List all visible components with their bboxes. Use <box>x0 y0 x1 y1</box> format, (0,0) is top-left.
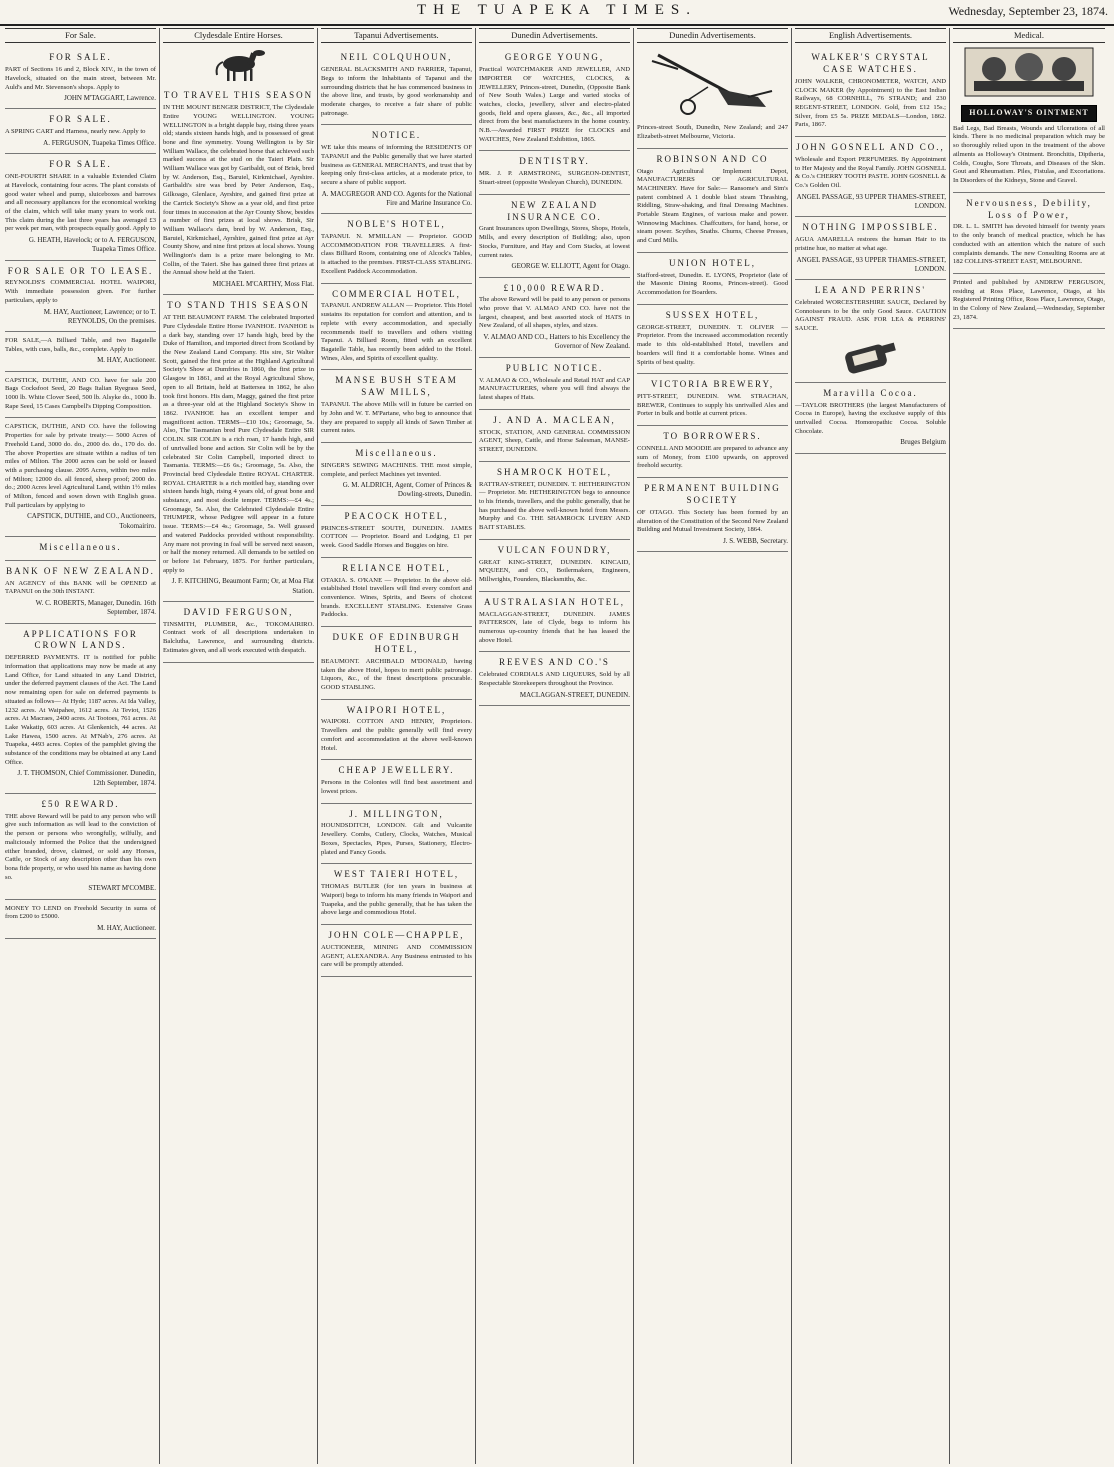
advertisement-body: Otago Agricultural Implement Depot, MANUFACTURERS OF AGRICULTURAL MACHINERY. Have for Sale:— Ransome's and Sim's patent combined A 1 double blast steam Thrashing, Riddling, Straw-shaking, and final Dressing Machines. Portable Steam Engines, of various make and power. Winnowing Machines. Chaffcutters, for hand, horse, or steam power. Scythes, Snaths. Churns, Cheese Presses, and Curd Mills. <box>637 167 788 245</box>
advertisement <box>479 592 630 653</box>
advertisement-body: OTAKIA. S. O'KANE — Proprietor. In the above old-established Hotel travellers will find every comfort and convenience. Wines, Spirits, and Beers of choicest brands. EXCELLENT STABLING. Extensive Grass Paddocks. <box>321 576 472 619</box>
advertisement-title: £50 REWARD. <box>41 798 120 809</box>
column-heading: For Sale. <box>5 28 156 43</box>
advertisement-body: Wholesale and Export PERFUMERS. By Appointment to Her Majesty and the Royal Family. JOHN GOSNELL & Co.'s CHERRY TOOTH PASTE. JOHN GOSNELL & Co.'s Golden Oil. <box>795 156 946 190</box>
advertisement-signature: M. HAY, Auctioneer. <box>97 924 156 933</box>
advertisement-title: SUSSEX HOTEL, <box>665 309 760 320</box>
advertisement <box>479 462 630 540</box>
column-1 <box>2 28 160 1464</box>
advertisement <box>321 47 472 125</box>
advertisement <box>5 537 156 561</box>
advertisement-body: CAPSTICK, DUTHIE, AND CO. have the following Properties for sale by private treaty:— 5000 Acres of Freehold Land, 3000 do. do., 2000 do. do., 170 do. do. The above Properties are situate within a radius of ten miles of Milton. The 2000 acres can be sold or leased with a purchasing clause. 2095 Acres, within two miles of Milton; 12000 do. all fenced, sheep proof; 2000 do. do.; 2000 Acres level Agricultural Land, within 1½ miles of Milton, fenced and sown down with English grass. Full particulars by applying to <box>5 423 156 509</box>
column-heading: Medical. <box>953 28 1105 43</box>
advertisement-signature: CAPSTICK, DUTHIE, and CO., Auctioneers, Tokomairiro. <box>27 512 156 530</box>
advertisement-title: CHEAP JEWELLERY. <box>338 765 455 776</box>
advertisement-body: Bad Legs, Bad Breasts, Wounds and Ulcerations of all kinds. There is no medicinal preparation which may be so thoroughly relied upon in the treatment of the above ailments as Holloway's Ointment. Bronchitis, Diptheria, Colds, Coughs, Sore Throats, and Diseases of the Skin. Gout and Rheumatism. Piles, Fistulas, and Excoriations. In Disorders of the Kidneys, Stone and Gravel. <box>953 124 1105 184</box>
advertisement <box>321 125 472 214</box>
advertisement-title: WEST TAIERI HOTEL, <box>333 869 460 880</box>
advertisement-signature: GEORGE W. ELLIOTT, Agent for Otago. <box>511 262 630 271</box>
advertisement <box>479 358 630 410</box>
advertisement-body: Celebrated WORCESTERSHIRE SAUCE, Declared by Connoisseurs to be the only Good Sauce. CAUTION AGAINST FRAUD. ASK FOR LEA & PERRINS' SAUCE. <box>795 298 946 333</box>
advertisement <box>795 137 946 217</box>
advertisement-body: MACLAGGAN-STREET, DUNEDIN. JAMES PATTERSON, late of Clyde, begs to inform his numerous up-country friends that he has leased the above Hotel. <box>479 610 630 644</box>
advertisement <box>795 280 946 383</box>
advertisement <box>637 253 788 305</box>
holloway-vignette-illustration <box>964 47 1094 97</box>
advertisement-title: NEIL COLQUHOUN, <box>340 52 453 63</box>
advertisement-body: PART of Sections 16 and 2, Block XIV., in the town of Havelock, situated on the main street, between Mr. Auld's and Mr. Stevenson's shops. Apply to <box>5 66 156 91</box>
advertisement <box>321 506 472 558</box>
advertisement-title: VICTORIA BREWERY, <box>650 379 775 390</box>
advertisement-title: ROBINSON AND CO <box>656 153 769 164</box>
advertisement-signature: J. T. THOMSON, Chief Commissioner. Dunedin, 12th September, 1874. <box>17 769 156 787</box>
advertisement-title: J. MILLINGTON, <box>349 808 444 819</box>
ointment-banner: HOLLOWAY'S OINTMENT <box>961 105 1097 122</box>
advertisement-body: CAPSTICK, DUTHIE, AND CO. have for sale 200 Bags Cocksfoot Seed, 20 Bags Italian Ryegrass Seed, 1000 lb. White Clover Seed, 500 lb. Alsyke do., 1000 lb. Rape Seed, 15 Cases Campbell's Dipping Composition. <box>5 376 156 410</box>
advertisement-body: DEFERRED PAYMENTS. IT is notified for public information that applications may now be made at any Land Office, for Land situated in any Land District, under the deferred payment clauses of the Act. The Land now remaining open for sale on deferred payments is situated as follows— At Hyde; 1187 acres. At Ida Valley, 1232 acres. At Waipahee, 1612 acres. At Teviot, 1526 acres. At Macraes, 2400 acres. At Tootoes, 761 acres. At Lake Wakatip, 603 acres. At Glenkenich, 44 acres. At Lake Hawea, 1500 acres. At M'Nab's, 276 acres. At Tuapeka, 4493 acres. Copies of the pamphlet giving the substance of the conditions may be obtained at any Land Office. <box>5 654 156 766</box>
advertisement <box>163 85 314 295</box>
advertisement-body: CONNELL AND MOODIE are prepared to advance any sum of Money, from £100 upwards, on approved freehold security. <box>637 445 788 470</box>
advertisement <box>637 478 788 552</box>
advertisement <box>479 195 630 278</box>
advertisement <box>795 383 946 454</box>
advertisement-body: Printed and published by ANDREW FERGUSON, residing at Ross Place, Lawrence, Otago, at his Registered Printing Office, Ross Place, Lawrence, Otago, in the Colony of New Zealand,—Wednesday, September 23, 1874. <box>953 278 1105 321</box>
advertisement-title: PEACOCK HOTEL, <box>344 510 449 521</box>
advertisement <box>637 374 788 426</box>
advertisement <box>479 151 630 194</box>
advertisement-body: MONEY TO LEND on Freehold Security in sums of from £200 to £5000. <box>5 904 156 921</box>
advertisement-body: STOCK, STATION, AND GENERAL COMMISSION AGENT, Sheep, Cattle, and Horse Salesman, MANSE-STREET, DUNEDIN. <box>479 428 630 453</box>
advertisement <box>637 149 788 253</box>
advertisement-body: RATTRAY-STREET, DUNEDIN. T. HETHERINGTON — Proprietor. Mr. HETHERINGTON begs to announce to his friends, travellers, and the public generally, that he has purchased the above well-known hotel from Messrs. Murphy and Co. THE SHAMROCK LIVERY AND BAIT STABLES. <box>479 480 630 532</box>
advertisement-body: GENERAL BLACKSMITH AND FARRIER, Tapanui, Begs to inform the Inhabitants of Tapanui and the surrounding districts that he has commenced business in the above line, and trusts, by good workmanship and moderate charges, to receive a fair share of public patronage. <box>321 66 472 117</box>
advertisement-signature: G. M. ALDRICH, Agent, Corner of Princes & Dowling-streets, Dunedin. <box>342 481 472 499</box>
advertisement-title: FOR SALE. <box>49 114 112 125</box>
advertisement-title: £10,000 REWARD. <box>503 282 606 293</box>
advertisement-title: GEORGE YOUNG, <box>504 52 605 63</box>
advertisement-body: THE above Reward will be paid to any person who will give such information as will lead to the conviction of the person or persons who wrongfully, wilfully, and maliciously informed the Police that the undersigned either branded, drove, claimed, or sold any Horses, Cattle, or Stock of any description other than his own bona fide property, or who used his name as having done so. <box>5 812 156 881</box>
advertisement <box>479 410 630 462</box>
column-6 <box>792 28 950 1464</box>
advertisement-body: V. ALMAO & CO., Wholesale and Retail HAT and CAP MANUFACTURERS, where you will find always the latest shapes of Hats. <box>479 376 630 401</box>
advertisement-title: NOTICE. <box>371 130 422 141</box>
advertisement-body: Stafford-street, Dunedin. E. LYONS, Proprietor (late of the Masonic Dining Rooms, Princes-street). Good Accommodation for Boarders. <box>637 271 788 297</box>
advertisement-body: AUCTIONEER, MINING AND COMMISSION AGENT, ALEXANDRA. Any Business entrusted to his care will be promptly attended. <box>321 943 472 969</box>
advertisement <box>321 284 472 371</box>
advertisement-body: MR. J. P. ARMSTRONG, SURGEON-DENTIST, Stuart-street (opposite Wesleyan Church), DUNEDIN. <box>479 170 630 186</box>
advertisement <box>321 443 472 506</box>
advertisement-title: Nervousness, Debility, Loss of Power, <box>966 197 1092 220</box>
advertisement-body: WE take this means of informing the RESIDENTS OF TAPANUI and the Public generally that we have started business as GENERAL MERCHANTS, and trust that by keeping only first-class articles, at a moderate price, to secure a share of public support. <box>321 144 472 186</box>
advertisement-body: TAPANUI. The above Mills will in future be carried on by John and W. T. M'Partane, who beg to announce that they are prepared to supply all kinds of Sawn Timber at current rates. <box>321 401 472 435</box>
advertisement <box>637 426 788 478</box>
advertisement-body: HOUNDSDITCH, LONDON. Gilt and Vulcanite Jewellery. Combs, Cutlery, Clocks, Watches, Musical Boxes, Spectacles, Pipes, Purses, Stationery, Electro-plated and Fancy Goods. <box>321 822 472 856</box>
advertisement-signature: MACLAGGAN-STREET, DUNEDIN. <box>519 690 630 699</box>
advertisement-title: FOR SALE. <box>49 52 112 63</box>
advertisement-title: JOHN COLE—CHAPPLE, <box>328 929 465 940</box>
advertisement-body: Practical WATCHMAKER AND JEWELLER, AND IMPORTER OF WATCHES, CLOCKS, & JEWELLERY, Princes-street, Dunedin, (Opposite Bank of New South Wales.) Large and varied stocks of watches, clocks, jewellery, silver and electro-plated goods, field and opera glasses, &c., &c., all imported direct from the best manufacturers in the home country. N.B.—Awarded FIRST PRIZE for CLOCKS and WATCHES, New Zealand Exhibition, 1865. <box>479 66 630 143</box>
advertisement-signature: MICHAEL M'CARTHY, Moss Flat. <box>212 280 314 289</box>
advertisement-title: J. AND A. MACLEAN, <box>493 414 616 425</box>
advertisement <box>795 47 946 137</box>
advertisement-signature: J. F. KITCHING, Beaumont Farm; Or, at Moa Flat Station. <box>171 577 314 595</box>
advertisement-signature: M. HAY, Auctioneer, Lawrence; or to T. REYNOLDS, On the premises. <box>43 307 156 325</box>
advertisement <box>479 47 630 151</box>
advertisement-body: JOHN WALKER, CHRONOMETER, WATCH, AND CLOCK MAKER (by Appointment) to the East Indian Railways, 68 CORNHILL, 76 STRAND; and 230 REGENT-STREET, LONDON. Gold, from £12 15s.; Silver, from £5 5s. PRIZE MEDALS—London, 1862. Paris, 1867. <box>795 77 946 129</box>
advertisement <box>5 794 156 900</box>
advertisement-body: TINSMITH, PLUMBER, &c., TOKOMAIRIRO. Contract work of all descriptions undertaken in Balclutha, Lawrence, and surrounding districts. Estimates given, and all work executed with despatch. <box>163 620 314 654</box>
advertisement <box>795 217 946 280</box>
columns-container <box>2 28 1112 1464</box>
advertisement-signature: V. ALMAO AND CO., Hatters to his Excellency the Governor of New Zealand. <box>483 333 630 351</box>
column-heading: Dunedin Advertisements. <box>479 28 630 43</box>
advertisement <box>5 332 156 372</box>
column-5 <box>634 28 792 1464</box>
advertisement <box>5 372 156 419</box>
advertisement <box>321 864 472 925</box>
sauce-bottle-illustration <box>841 336 901 376</box>
advertisement-title: Miscellaneous. <box>39 541 122 552</box>
advertisement <box>5 109 156 154</box>
advertisement-title: PUBLIC NOTICE. <box>505 362 604 373</box>
advertisement-signature: G. HEATH, Havelock; or to A. FERGUSON, Tuapeka Times Office. <box>28 236 156 254</box>
advertisement-body: AN AGENCY of this BANK will be OPENED at TAPANUI on the 30th INSTANT. <box>5 579 156 596</box>
horse-illustration <box>209 47 269 83</box>
advertisement-title: AUSTRALASIAN HOTEL, <box>484 596 625 607</box>
advertisement-body: TAPANUI. N. M'MILLAN — Proprietor. GOOD ACCOMMODATION FOR TRAVELLERS. A first-class Billiard Room, containing one of Alcock's Tables, is attached to the premises. FIRST-CLASS STABLING. Excellent Paddock Accommodation. <box>321 233 472 275</box>
column-heading: Dunedin Advertisements. <box>637 28 788 43</box>
advertisement-signature: J. S. WEBB, Secretary. <box>723 537 788 546</box>
advertisement-body: REYNOLDS'S COMMERCIAL HOTEL WAIPORI, With immediate possession given. For further particulars, apply to <box>5 279 156 304</box>
advertisement-body: AGUA AMARELLA restores the human Hair to its pristine hue, no matter at what age. <box>795 236 946 252</box>
advertisement-body: THOMAS BUTLER (for ten years in business at Waipori) begs to inform his many friends in Waipori and Tuapeka, and the public generally, that he has taken the above large and commodious Hotel. <box>321 883 472 917</box>
advertisement <box>5 154 156 260</box>
advertisement-body: Persons in the Colonies will find best assortment and lowest prices. <box>321 779 472 795</box>
advertisement-title: NOTHING IMPOSSIBLE. <box>802 222 939 233</box>
advertisement-title: FOR SALE. <box>49 159 112 170</box>
advertisement-title: FOR SALE OR TO LEASE. <box>7 265 154 276</box>
advertisement-signature: JOHN M'TAGGART, Lawrence. <box>64 94 156 103</box>
advertisement-body: AT THE BEAUMONT FARM. The celebrated Imported Pure Clydesdale Entire Horse IVANHOE. IVANHOE is a dark bay, standing over 17 hands high, bred by the Duke of Hamilton, and imported direct from Scotland by the New Zealand Land Company. His sire, Sir Walter Scott, gained the first prize at the Highland Agricultural Society's Show at Dumfries in 1860, the first prize in Glasgow in 1861, and at the Royal Agricultural Show, open to all Britain, held at Battersea in 1862, he also took first honors. His dam, Maggy, gained the first prize as a three-year old at the Highland Society's Show in 1862. IVANHOE has an excellent temper and magnificent action. TERMS—£10 10s.; Groomage, 5s. Also, The Tasmanian bred Pure Clydesdale Entire SIR COLIN. SIR COLIN is a rich roan, 17 hands high, and of unrivalled bone and action. Sir Colin will be by the celebrated Sir Colin Campbell, imported direct to Tasmania. TERMS:—£6 6s.; Groomage, 5s. Also, the Provincial bred Clydesdale Entire ROYAL CHARTER. ROYAL CHARTER is a rich mottled bay, standing over sixteen hands high, rising 4 years old, of great bone and substance, and most docile temper. TERMS:—£4 4s.; Groomage, 5s. Also, the Celebrated Clydesdale Entire THUMPER, whose Pedigree will appear in a future issue. TERMS:—£4 4s.; Groomage, 5s. Well grassed and watered Paddocks provided without responsibility. Any mare not proving in foal will be served next season, or half the money returned. All demands to be settled on or before 1st February, 1875. For further particulars, apply to <box>163 314 314 574</box>
advertisement-title: TO BORROWERS. <box>663 431 762 442</box>
advertisement <box>479 540 630 592</box>
advertisement-title: TO STAND THIS SEASON <box>167 300 310 311</box>
advertisement <box>479 278 630 358</box>
advertisement-title: NOBLE'S HOTEL, <box>347 219 446 230</box>
advertisement-body: GREAT KING-STREET, DUNEDIN. KINCAID, M'QUEEN, and CO., Boilermakers, Engineers, Millwrights, Founders, Blacksmiths, &c. <box>479 558 630 583</box>
advertisement-title: TO TRAVEL THIS SEASON <box>163 90 314 101</box>
advertisement <box>5 561 156 624</box>
advertisement <box>5 900 156 940</box>
advertisement <box>163 602 314 663</box>
advertisement-title: BANK OF NEW ZEALAND. <box>6 565 155 576</box>
advertisement-signature: W. C. ROBERTS, Manager, Dunedin. 16th September, 1874. <box>35 599 156 617</box>
advertisement <box>637 305 788 374</box>
column-3 <box>318 28 476 1464</box>
advertisement-title: DAVID FERGUSON, <box>183 606 294 617</box>
masthead <box>0 0 1114 26</box>
advertisement <box>5 47 156 109</box>
advertisement <box>5 624 156 794</box>
column-7 <box>950 28 1108 1464</box>
advertisement <box>321 558 472 627</box>
advertisement-body: WAIPORI. COTTON AND HENRY, Proprietors. Travellers and the public generally will find every comfort and accommodation at the above well-known Hotel. <box>321 718 472 752</box>
advertisement <box>5 261 156 332</box>
advertisement <box>321 214 472 283</box>
advertisement <box>5 418 156 537</box>
advertisement-body: SINGER'S SEWING MACHINES. THE most simple, complete, and perfect Machines yet invented. <box>321 461 472 478</box>
column-heading: English Advertisements. <box>795 28 946 43</box>
advertisement-title: SHAMROCK HOTEL, <box>496 466 612 477</box>
advertisement-title: LEA AND PERRINS' <box>814 285 927 296</box>
advertisement-title: JOHN GOSNELL AND CO., <box>796 142 945 153</box>
advertisement-title: RELIANCE HOTEL, <box>342 562 451 573</box>
advertisement-body: PITT-STREET, DUNEDIN. WM. STRACHAN, BREWER, Continues to supply his unrivalled Ales and Porter in bulk and bottle at current prices. <box>637 393 788 418</box>
advertisement <box>479 652 630 706</box>
column-heading: Tapanui Advertisements. <box>321 28 472 43</box>
advertisement-signature: A. FERGUSON, Tuapeka Times Office. <box>43 139 156 148</box>
advertisement-body: The above Reward will be paid to any person or persons who prove that V. ALMAO AND CO. have not the largest, cheapest, and best assorted stock of HATS in New Zealand, of all shapes, styles, and sizes. <box>479 296 630 330</box>
advertisement-title: VULCAN FOUNDRY, <box>497 544 612 555</box>
advertisement-signature: Bruges Belgium <box>900 438 946 447</box>
advertisement-body: A SPRING CART and Harness, nearly new. Apply to <box>5 128 146 136</box>
advertisement-signature: STEWART M'COMBE. <box>88 884 156 893</box>
advertisement-body: ONE-FOURTH SHARE in a valuable Extended Claim at Havelock, containing four acres. The plant consists of good water wheel and pump, sluiceboxes and barrows and all necessary appliances for the economical working of the claim, which will take many years to work out. This claim during the last three years has averaged £3 per week per man, with prospects equally good. Apply to <box>5 173 156 233</box>
advertisement-title: WAIPORI HOTEL, <box>346 704 447 715</box>
column-4 <box>476 28 634 1464</box>
advertisement <box>321 804 472 865</box>
masthead-title: THE TUAPEKA TIMES. <box>416 2 698 18</box>
advertisement-title: DUKE OF EDINBURGH HOTEL, <box>332 632 461 654</box>
advertisement <box>321 700 472 761</box>
advertisement-body: DR. L. L. SMITH has devoted himself for twenty years to the only branch of medical practice, which he has conducted with an attention which the nature of such complaints demands. The new Consulting Rooms are at 182 COLLINS-STREET EAST, MELBOURNE. <box>953 223 1105 266</box>
advertisement-title: NEW ZEALAND INSURANCE CO. <box>507 199 602 222</box>
advertisement-signature: ANGEL PASSAGE, 93 UPPER THAMES-STREET, LONDON. <box>796 192 946 211</box>
advertisement-body: IN THE MOUNT BENGER DISTRICT, The Clydesdale Entire YOUNG WELLINGTON. YOUNG WELLINGTON is a bright dapple bay, rising three years old; stands sixteen hands high, and is possessed of great bone and fine symmetry. Young Wellington is by Sir William Wallace, the celebrated horse that achieved such marked success at the stud on the Taieri Plain. Sir William Wallace was got by Garibaldi, out of Brisk, bred by W. Anderson, Esq., Baruiel, Kirkmichael, Ayrshire. Garibaldi's sire was bred by Peter Anderson, Esq., Gilkoago, Glenlace, Ayrshire, and gained first prize at the Carrick Society's Show as a year old, and first prize four times in succession at the Ayr County Show, besides a number of first prizes at local shows. Brisk, Sir William Wallace's dam, bred by W. Anderson, Esq., Baruiel, Kirkmichael, Ayrshire, gained first prize at Ayr County Show, and nine first prizes at local shows. Young Wellington's dam is a prize mare belonging to Mr. Collin, of the Taieri. She has gained three first prizes at the Annual show held at the Taieri. <box>163 104 314 277</box>
masthead-date: Wednesday, September 23, 1874. <box>948 4 1108 18</box>
advertisement-body: FOR SALE,—A Billiard Table, and two Bagatelle Tables, with cues, balls, &c., complete. Apply to <box>5 336 156 353</box>
advertisement <box>953 99 1105 192</box>
advertisement-body: —TAYLOR BROTHERS (the largest Manufacturers of Cocoa in Europe), having the exclusive supply of this unrivalled Cocoa. Homœopathic Cocoa. Soluble Chocolate. <box>795 401 946 435</box>
advertisement <box>953 193 1105 274</box>
advertisement-body: OF OTAGO. This Society has been formed by an alteration of the Constitution of the Second New Zealand Building and Mutual Investment Society, 1864. <box>637 508 788 534</box>
advertisement-title: DENTISTRY. <box>519 156 590 167</box>
advertisement-title: UNION HOTEL, <box>669 257 756 268</box>
advertisement-signature: A. MACGREGOR AND CO. Agents for the National Fire and Marine Insurance Co. <box>321 189 472 207</box>
advertisement-title: MANSE BUSH STEAM SAW MILLS, <box>335 375 458 398</box>
advertisement-title: APPLICATIONS FOR CROWN LANDS. <box>23 628 138 651</box>
advertisement <box>163 295 314 601</box>
advertisement-body: Princes-street South, Dunedin, New Zealand; and 247 Elizabeth-street Melbourne, Victoria. <box>637 124 788 140</box>
advertisement-body: PRINCES-STREET SOUTH, DUNEDIN. JAMES COTTON — Proprietor. Board and Lodging, £1 per week. Good Saddle Horses and Buggies on hire. <box>321 524 472 549</box>
column-2 <box>160 28 318 1464</box>
advertisement-body: BEAUMONT. ARCHIBALD M'DONALD, having taken the above Hotel, hopes to merit public patronage. Liquors, &c., of the finest descriptions procurable. GOOD STABLING. <box>321 657 472 691</box>
advertisement-body: Grant Insurances upon Dwellings, Stores, Shops, Hotels, Mills, and every description of Building; also, upon Stocks, Furniture, and Hay and Corn Stacks, at lowest current rates. <box>479 225 630 259</box>
advertisement-signature: M. HAY, Auctioneer. <box>97 356 156 365</box>
advertisement-title: Maravilla Cocoa. <box>823 387 918 398</box>
advertisement-title: COMMERCIAL HOTEL, <box>332 288 461 299</box>
advertisement-title: REEVES AND CO.'S <box>499 657 610 668</box>
column-heading: Clydesdale Entire Horses. <box>163 28 314 43</box>
advertisement-body: Celebrated CORDIALS AND LIQUEURS, Sold by all Respectable Storekeepers throughout the Province. <box>479 671 630 687</box>
plough-illustration <box>648 47 778 117</box>
advertisement-signature: ANGEL PASSAGE, 93 UPPER THAMES-STREET, LONDON. <box>796 255 946 273</box>
advertisement <box>321 627 472 700</box>
advertisement-title: Miscellaneous. <box>355 447 438 458</box>
advertisement <box>953 274 1105 330</box>
advertisement-title: PERMANENT BUILDING SOCIETY <box>644 483 781 506</box>
advertisement <box>321 370 472 443</box>
advertisement-body: GEORGE-STREET, DUNEDIN. T. OLIVER — Proprietor. From the increased accommodation recently made to this old-established Hotel, travellers and boarders will find it a comfortable home. Wines and Spirits of best quality. <box>637 323 788 366</box>
advertisement <box>321 925 472 977</box>
advertisement-title: WALKER'S CRYSTAL CASE WATCHES. <box>811 52 930 75</box>
advertisement-body: TAPANUI. ANDREW ALLAN — Proprietor. This Hotel sustains its reputation for comfort and attention, and is replete with every accommodation, and specially recommends itself to travellers and others visiting Tapanui. A Billiard Room, fitted with an excellent Bagatelle Table, has recently been added to the Hotel. Wines, Ales, and Spirits of excellent quality. <box>321 302 472 362</box>
advertisement <box>321 760 472 803</box>
advertisement <box>637 119 788 148</box>
